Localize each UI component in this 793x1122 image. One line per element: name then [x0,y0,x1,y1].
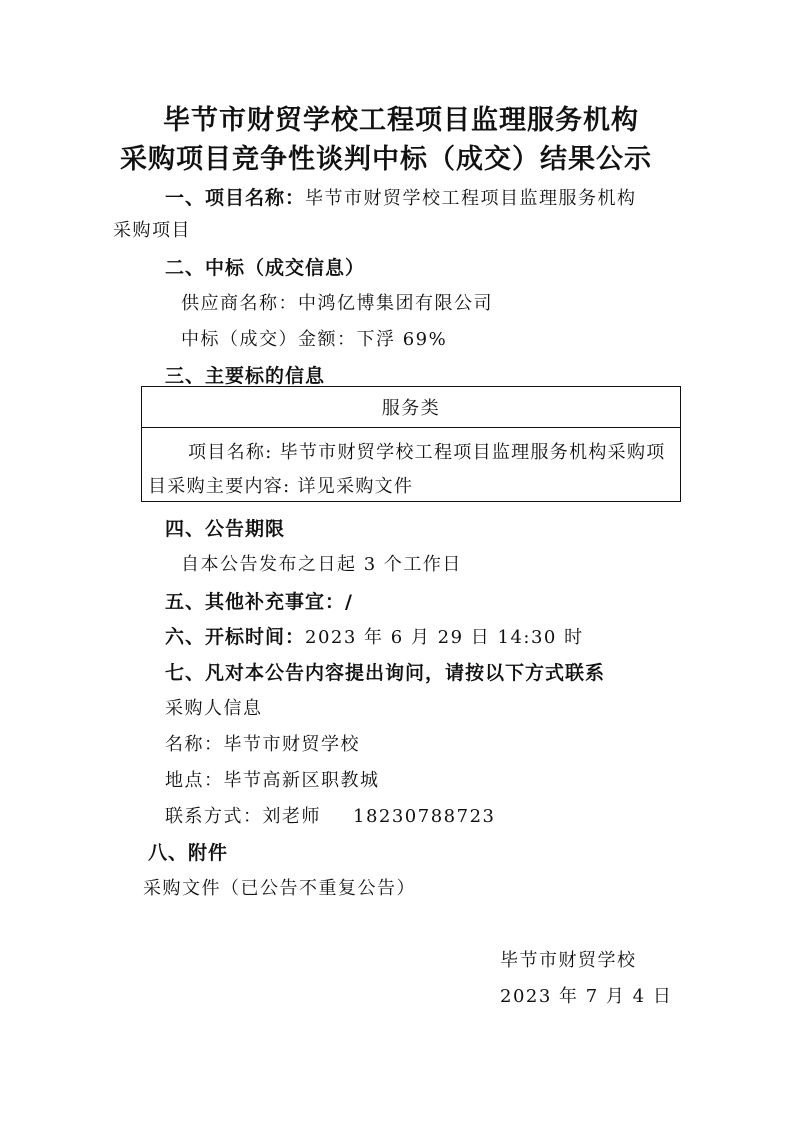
signature-date: 2023 年 7 月 4 日 [500,986,673,1007]
title-line-2: 采购项目竞争性谈判中标（成交）结果公示 [120,144,652,175]
table-header-cell: 服务类 [142,387,680,428]
section-2-heading: 二、中标（成交信息） [165,257,366,279]
section-6-heading: 六、开标时间： [165,626,306,648]
buyer-info-label: 采购人信息 [165,698,263,719]
table-body-text: 项目名称: 毕节市财贸学校工程项目监理服务机构采购项目采购主要内容: 详见采购文件 [148,442,666,497]
amount-value: 下浮 69% [356,329,448,350]
section-6-line [165,622,584,649]
section-5-line [165,587,353,614]
buyer-address-line: 地点：毕节高新区职教城 [165,770,380,791]
section-1-heading: 一、项目名称： [165,187,306,209]
amount-label: 中标（成交）金额： [181,329,357,350]
project-name-continuation: 采购项目 [113,220,191,241]
contact-phone: 18230788723 [353,806,496,827]
bid-opening-time: 2023 年 6 月 29 日 14:30 时 [305,627,584,648]
project-name-value: 毕节市财贸学校工程项目监理服务机构 [305,188,637,209]
section-1-line [165,183,637,210]
attachment-text: 采购文件（已公告不重复公告） [143,878,416,899]
supplier-value: 中鸿亿博集团有限公司 [298,293,493,314]
main-subject-table [141,386,681,502]
section-7-heading: 七、凡对本公告内容提出询问，请按以下方式联系 [165,662,606,684]
section-5-value: / [345,591,353,613]
section-8-heading: 八、附件 [148,842,229,864]
section-5-heading: 五、其他补充事宜： [165,591,346,613]
contact-line [165,802,495,828]
amount-line [181,325,447,351]
supplier-line [181,289,493,315]
contact-label: 联系方式：刘老师 [165,806,321,827]
supplier-label: 供应商名称： [181,293,298,314]
signature-org: 毕节市财贸学校 [500,950,637,971]
table-body-cell [142,428,680,504]
notice-period-text: 自本公告发布之日起 3 个工作日 [181,554,462,575]
section-4-heading: 四、公告期限 [165,518,286,540]
section-3-heading: 三、主要标的信息 [165,365,326,387]
title-line-1: 毕节市财贸学校工程项目监理服务机构 [163,105,639,136]
buyer-name-line: 名称：毕节市财贸学校 [165,734,360,755]
